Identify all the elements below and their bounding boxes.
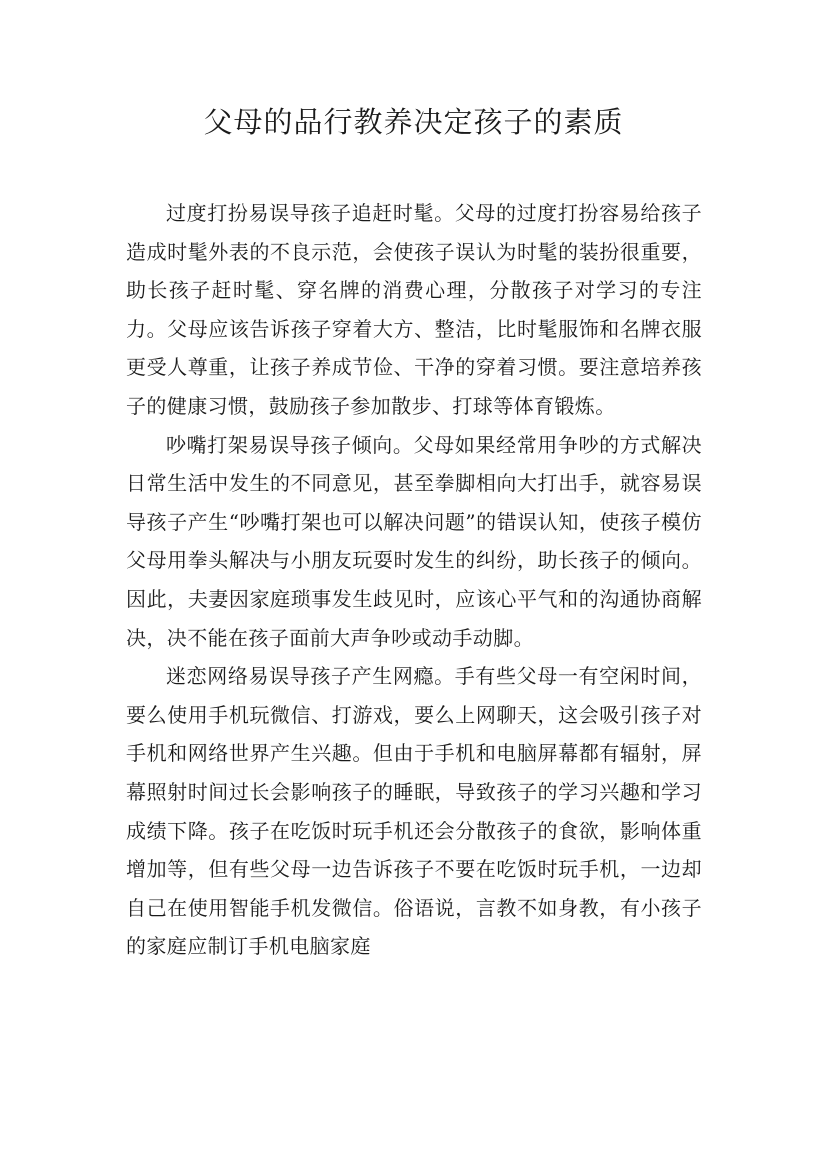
document-title: 父母的品行教养决定孩子的素质 xyxy=(203,105,624,139)
paragraph-2: 吵嘴打架易误导孩子倾向。父母如果经常用争吵的方式解决日常生活中发生的不同意见，甚至拳脚相向大打出手，就容易误导孩子产生“吵嘴打架也可以解决问题”的错误认知，使孩子模仿父母用拳头解决与小朋友玩耍时发生的纠纷，助长孩子的倾向。因此，夫妻因家庭琐事发生歧见时，应该心平气和的沟通协商解决，决不能在孩子面前大声争吵或动手动脚。 xyxy=(126,432,702,650)
paragraph-1: 过度打扮易误导孩子追赶时髦。父母的过度打扮容易给孩子造成时髦外表的不良示范，会使孩子误认为时髦的装扮很重要，助长孩子赶时髦、穿名牌的消费心理，分散孩子对学习的专注力。父母应该告诉孩子穿着大方、整洁，比时髦服饰和名牌衣服更受人尊重，让孩子养成节俭、干净的穿着习惯。要注意培养孩子的健康习惯，鼓励孩子参加散步、打球等体育锻炼。 xyxy=(126,201,702,418)
document-body xyxy=(126,194,702,966)
paragraph-3: 迷恋网络易误导孩子产生网瘾。手有些父母一有空闲时间，要么使用手机玩微信、打游戏，要么上网聊天，这会吸引孩子对手机和网络世界产生兴趣。但由于手机和电脑屏幕都有辐射，屏幕照射时间过长会影响孩子的睡眠，导致孩子的学习兴趣和学习成绩下降。孩子在吃饭时玩手机还会分散孩子的食欲，影响体重增加等，但有些父母一边告诉孩子不要在吃饭时玩手机，一边却自己在使用智能手机发微信。俗语说，言教不如身教，有小孩子的家庭应制订手机电脑家庭 xyxy=(126,664,702,959)
